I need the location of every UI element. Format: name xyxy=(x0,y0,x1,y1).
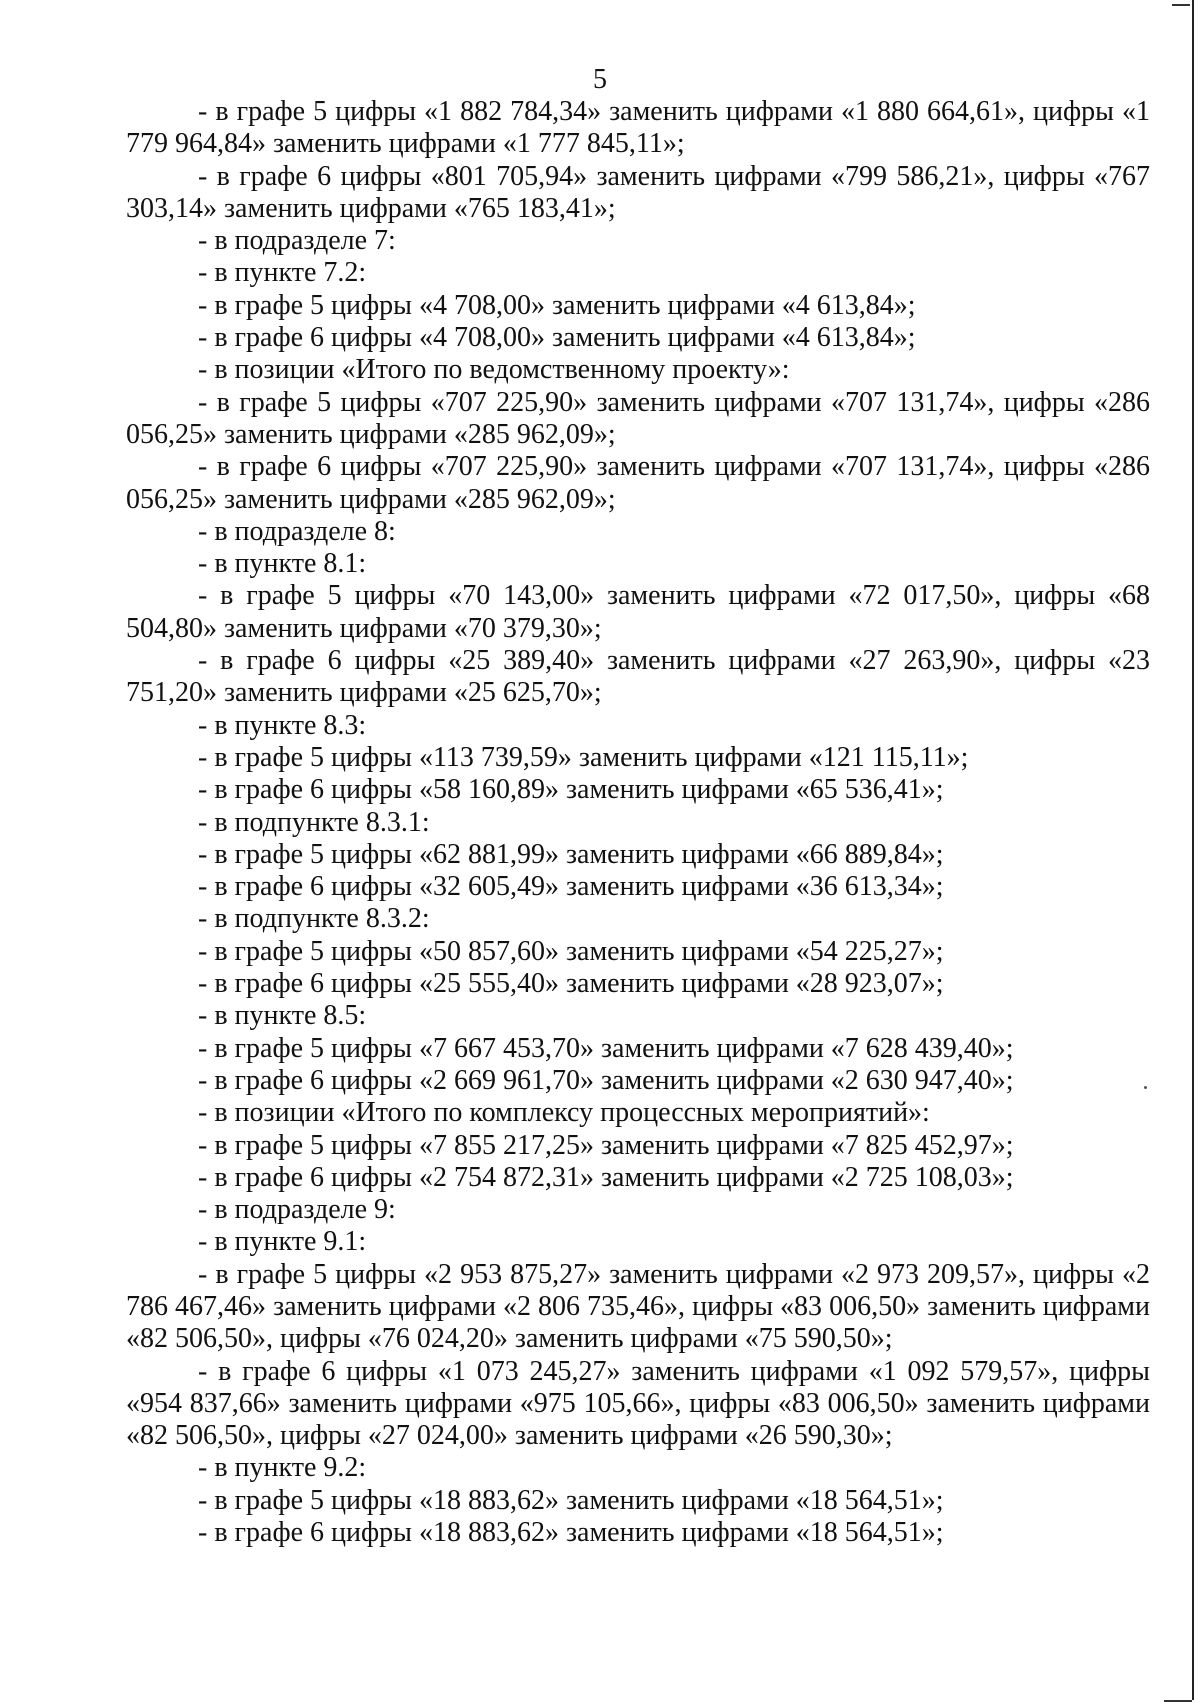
section-heading: - в пункте 9.1: xyxy=(198,1226,367,1258)
amendment-line: - в графе 5 цифры «62 881,99» заменить цифрами «66 889,84»; xyxy=(198,838,944,870)
section-heading: - в позиции «Итого по ведомственному проекту»: xyxy=(198,354,790,386)
scan-edge-line xyxy=(1192,0,1194,1700)
amendment-line: - в графе 6 цифры «18 883,62» заменить цифрами «18 564,51»; xyxy=(198,1517,944,1549)
section-heading: - в пункте 8.5: xyxy=(198,1000,367,1032)
section-heading: - в подразделе 9: xyxy=(198,1194,396,1226)
amendment-line: - в графе 6 цифры «25 389,40» заменить цифрами «27 263,90», цифры «23 751,20» заменить цифрами «25 625,70»; xyxy=(126,645,1150,709)
section-heading: - в пункте 9.2: xyxy=(198,1452,367,1484)
scan-edge-corner xyxy=(1164,1700,1192,1702)
amendment-line: - в графе 6 цифры «2 754 872,31» заменить цифрами «2 725 108,03»; xyxy=(198,1161,1014,1193)
document-body xyxy=(126,96,1150,1549)
section-heading: - в пункте 8.1: xyxy=(198,548,367,580)
amendment-line: - в графе 5 цифры «2 953 875,27» заменить цифрами «2 973 209,57», цифры «2 786 467,46» заменить цифрами «2 806 735,46», цифры «83 006,50» заменить цифрами «82 506,50», цифры «76 024,20» заменить цифрами «75 590,50»; xyxy=(126,1258,1150,1355)
amendment-line: - в графе 5 цифры «1 882 784,34» заменить цифрами «1 880 664,61», цифры «1 779 964,84» заменить цифрами «1 777 845,11»; xyxy=(126,96,1150,160)
amendment-line: - в графе 6 цифры «801 705,94» заменить цифрами «799 586,21», цифры «767 303,14» заменить цифрами «765 183,41»; xyxy=(126,160,1150,224)
amendment-line: - в графе 5 цифры «70 143,00» заменить цифрами «72 017,50», цифры «68 504,80» заменить цифрами «70 379,30»; xyxy=(126,580,1150,644)
amendment-line: - в графе 6 цифры «707 225,90» заменить цифрами «707 131,74», цифры «286 056,25» заменить цифрами «285 962,09»; xyxy=(126,451,1150,515)
amendment-line: - в графе 5 цифры «113 739,59» заменить цифрами «121 115,11»; xyxy=(198,741,969,773)
amendment-line: - в графе 6 цифры «1 073 245,27» заменить цифрами «1 092 579,57», цифры «954 837,66» заменить цифрами «975 105,66», цифры «83 006,50» заменить цифрами «82 506,50», цифры «27 024,00» заменить цифрами «26 590,30»; xyxy=(126,1355,1150,1452)
amendment-line: - в графе 5 цифры «50 857,60» заменить цифрами «54 225,27»; xyxy=(198,935,944,967)
page-number: 5 xyxy=(593,64,607,95)
amendment-line: - в графе 5 цифры «4 708,00» заменить цифрами «4 613,84»; xyxy=(198,289,916,321)
section-heading: - в подпункте 8.3.2: xyxy=(198,903,430,935)
amendment-line: - в графе 6 цифры «32 605,49» заменить цифрами «36 613,34»; xyxy=(198,871,944,903)
amendment-line: - в графе 5 цифры «707 225,90» заменить цифрами «707 131,74», цифры «286 056,25» заменить цифрами «285 962,09»; xyxy=(126,386,1150,450)
scan-edge-mark xyxy=(1172,4,1190,6)
amendment-line: - в графе 6 цифры «58 160,89» заменить цифрами «65 536,41»; xyxy=(198,774,944,806)
section-heading: - в подпункте 8.3.1: xyxy=(198,806,430,838)
section-heading: - в подразделе 8: xyxy=(198,515,396,547)
amendment-line: - в графе 6 цифры «4 708,00» заменить цифрами «4 613,84»; xyxy=(198,322,916,354)
amendment-line: - в графе 6 цифры «2 669 961,70» заменить цифрами «2 630 947,40»; xyxy=(198,1064,1014,1096)
amendment-line: - в графе 5 цифры «7 667 453,70» заменить цифрами «7 628 439,40»; xyxy=(198,1032,1014,1064)
section-heading: - в позиции «Итого по комплексу процессных мероприятий»: xyxy=(198,1097,930,1129)
amendment-line: - в графе 6 цифры «25 555,40» заменить цифрами «28 923,07»; xyxy=(198,968,944,1000)
section-heading: - в пункте 7.2: xyxy=(198,257,367,289)
amendment-line: - в графе 5 цифры «7 855 217,25» заменить цифрами «7 825 452,97»; xyxy=(198,1129,1014,1161)
amendment-line: - в графе 5 цифры «18 883,62» заменить цифрами «18 564,51»; xyxy=(198,1484,944,1516)
section-heading: - в пункте 8.3: xyxy=(198,709,367,741)
section-heading: - в подразделе 7: xyxy=(198,225,396,257)
